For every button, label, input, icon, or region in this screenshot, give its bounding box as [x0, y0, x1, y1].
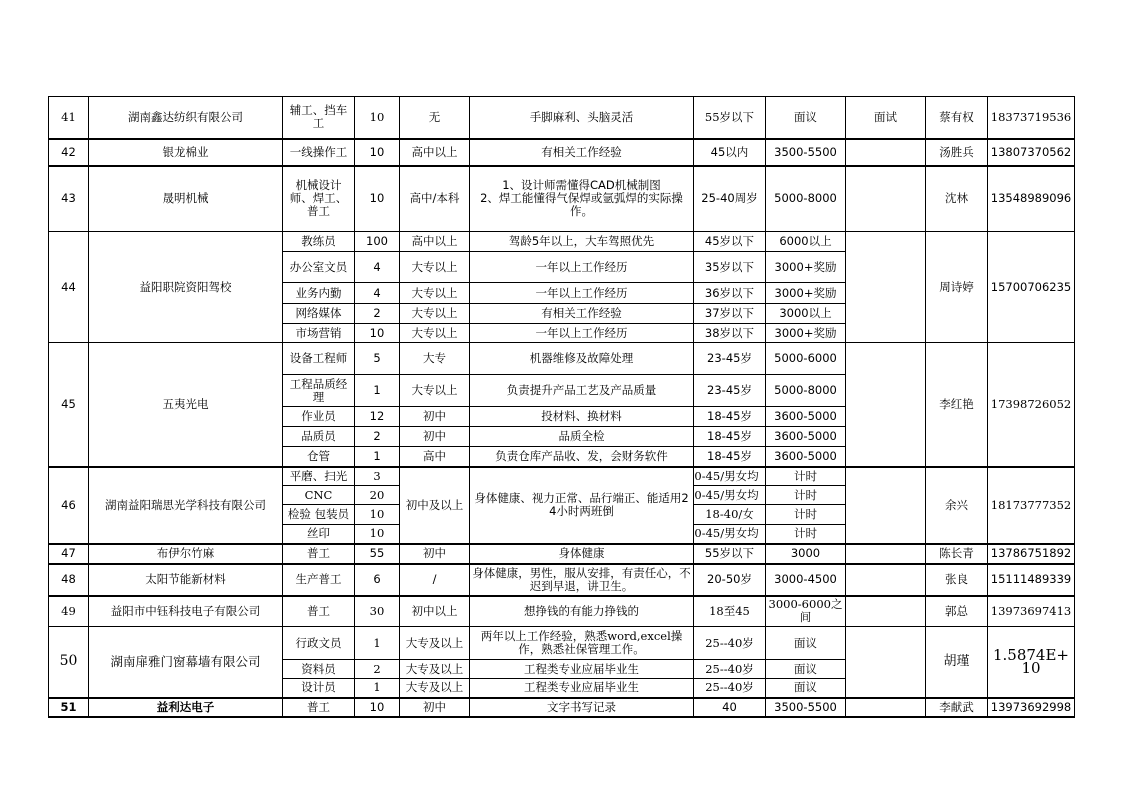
- company-name: 益阳市中钰科技电子有限公司: [89, 596, 283, 627]
- interview-method: [846, 627, 926, 698]
- job-salary: 6000以上: [766, 232, 846, 252]
- job-count: 10: [355, 525, 400, 544]
- job-salary: 面议: [766, 660, 846, 679]
- job-count: 10: [355, 505, 400, 525]
- row-number: 44: [49, 232, 89, 343]
- job-requirement: 想挣钱的有能力挣钱的: [470, 596, 694, 627]
- job-salary: 3000: [766, 544, 846, 564]
- table-row: [49, 627, 1075, 660]
- job-position: 设备工程师: [283, 343, 355, 375]
- job-age: 18至45: [694, 596, 766, 627]
- job-salary: 3600-5000: [766, 407, 846, 427]
- row-number: 46: [49, 467, 89, 544]
- job-requirement: 文字书写记录: [470, 698, 694, 717]
- job-age: 38岁以下: [694, 324, 766, 343]
- job-salary: 3000+奖励: [766, 324, 846, 343]
- table-row: [49, 544, 1075, 564]
- job-education: 高中以上: [400, 139, 470, 166]
- job-position: 资料员: [283, 660, 355, 679]
- company-name: 五夷光电: [89, 343, 283, 467]
- company-name: 晟明机械: [89, 166, 283, 232]
- job-requirement: 负责提升产品工艺及产品质量: [470, 375, 694, 407]
- job-requirement: 有相关工作经验: [470, 139, 694, 166]
- contact-person: 张良: [926, 564, 988, 596]
- job-age: 18-40/女: [694, 505, 766, 525]
- job-salary: 3000以上: [766, 304, 846, 324]
- job-position: 辅工、挡车工: [283, 97, 355, 139]
- contact-person: 周诗婷: [926, 232, 988, 343]
- row-number: 48: [49, 564, 89, 596]
- row-number: 51: [49, 698, 89, 717]
- job-education: 大专以上: [400, 324, 470, 343]
- contact-person: 李红艳: [926, 343, 988, 467]
- job-age: 0-45/男女均: [694, 486, 766, 505]
- interview-method: [846, 544, 926, 564]
- job-salary: 3000-4500: [766, 564, 846, 596]
- job-count: 2: [355, 304, 400, 324]
- job-education: 大专及以上: [400, 660, 470, 679]
- job-position: 检验 包装员: [283, 505, 355, 525]
- job-requirement: 投材料、换材料: [470, 407, 694, 427]
- job-count: 1: [355, 627, 400, 660]
- company-name: 太阳节能新材料: [89, 564, 283, 596]
- job-age: 55岁以下: [694, 97, 766, 139]
- job-age: 40: [694, 698, 766, 717]
- job-position: 机械设计师、焊工、普工: [283, 166, 355, 232]
- job-salary: 3000+奖励: [766, 283, 846, 304]
- job-education: 初中及以上: [400, 467, 470, 544]
- job-requirement: 一年以上工作经历: [470, 252, 694, 283]
- job-salary: 3600-5000: [766, 427, 846, 447]
- interview-method: [846, 139, 926, 166]
- contact-person: 李献武: [926, 698, 988, 717]
- table-row: [49, 97, 1075, 139]
- job-education: 大专以上: [400, 375, 470, 407]
- job-salary: 计时: [766, 505, 846, 525]
- job-age: 23-45岁: [694, 343, 766, 375]
- job-count: 5: [355, 343, 400, 375]
- row-number: 47: [49, 544, 89, 564]
- contact-phone: 15700706235: [988, 232, 1075, 343]
- job-position: 丝印: [283, 525, 355, 544]
- table-row: [49, 166, 1075, 232]
- job-count: 30: [355, 596, 400, 627]
- job-count: 10: [355, 139, 400, 166]
- job-position: CNC: [283, 486, 355, 505]
- contact-person: 郭总: [926, 596, 988, 627]
- job-education: 高中: [400, 447, 470, 467]
- interview-method: 面试: [846, 97, 926, 139]
- job-education: 初中: [400, 544, 470, 564]
- job-position: 设计员: [283, 679, 355, 698]
- job-position: 仓管: [283, 447, 355, 467]
- contact-phone: 13786751892: [988, 544, 1075, 564]
- contact-person: 胡瑾: [926, 627, 988, 698]
- job-education: 初中: [400, 407, 470, 427]
- job-education: 大专及以上: [400, 679, 470, 698]
- job-salary: 5000-8000: [766, 375, 846, 407]
- job-position: 普工: [283, 698, 355, 717]
- job-position: 平磨、扫光: [283, 467, 355, 486]
- contact-person: 余兴: [926, 467, 988, 544]
- table-row: [49, 139, 1075, 166]
- job-requirement: 工程类专业应届毕业生: [470, 660, 694, 679]
- contact-phone: 15111489339: [988, 564, 1075, 596]
- job-requirement: 手脚麻利、头脑灵活: [470, 97, 694, 139]
- contact-phone: 13973692998: [988, 698, 1075, 717]
- job-salary: 计时: [766, 525, 846, 544]
- job-requirement: 机器维修及故障处理: [470, 343, 694, 375]
- job-requirement: 有相关工作经验: [470, 304, 694, 324]
- job-count: 100: [355, 232, 400, 252]
- job-requirement: 身体健康: [470, 544, 694, 564]
- table-row: [49, 698, 1075, 717]
- job-education: 初中: [400, 698, 470, 717]
- job-salary: 面议: [766, 97, 846, 139]
- job-education: 大专以上: [400, 252, 470, 283]
- job-education: 无: [400, 97, 470, 139]
- job-age: 35岁以下: [694, 252, 766, 283]
- contact-phone: 1.5874E+10: [988, 627, 1075, 698]
- job-education: 大专: [400, 343, 470, 375]
- job-requirement: 身体健康、视力正常、品行端正、能适用24小时两班倒: [470, 467, 694, 544]
- contact-person: 蔡有权: [926, 97, 988, 139]
- job-position: 工程品质经理: [283, 375, 355, 407]
- contact-person: 沈林: [926, 166, 988, 232]
- job-position: 普工: [283, 596, 355, 627]
- contact-phone: 17398726052: [988, 343, 1075, 467]
- job-position: 普工: [283, 544, 355, 564]
- company-name: 银龙棉业: [89, 139, 283, 166]
- recruitment-table: [48, 96, 1075, 718]
- job-age: 25-40周岁: [694, 166, 766, 232]
- job-age: 45岁以下: [694, 232, 766, 252]
- job-salary: 3500-5500: [766, 698, 846, 717]
- job-salary: 计时: [766, 486, 846, 505]
- job-position: 品质员: [283, 427, 355, 447]
- job-salary: 面议: [766, 627, 846, 660]
- job-requirement: 身体健康，男性，服从安排，有责任心，不迟到早退，讲卫生。: [470, 564, 694, 596]
- job-salary: 面议: [766, 679, 846, 698]
- job-requirement: 负责仓库产品收、发，会财务软件: [470, 447, 694, 467]
- company-name: 湖南鑫达纺织有限公司: [89, 97, 283, 139]
- job-requirement: 驾龄5年以上，大车驾照优先: [470, 232, 694, 252]
- contact-person: 汤胜兵: [926, 139, 988, 166]
- row-number: 42: [49, 139, 89, 166]
- job-count: 4: [355, 252, 400, 283]
- job-salary: 3600-5000: [766, 447, 846, 467]
- company-name: 湖南益阳瑞思光学科技有限公司: [89, 467, 283, 544]
- interview-method: [846, 166, 926, 232]
- job-count: 1: [355, 375, 400, 407]
- job-education: 高中以上: [400, 232, 470, 252]
- job-position: 办公室文员: [283, 252, 355, 283]
- job-education: 大专以上: [400, 283, 470, 304]
- company-name: 湖南扉雅门窗幕墙有限公司: [89, 627, 283, 698]
- job-age: 25--40岁: [694, 679, 766, 698]
- job-age: 0-45/男女均: [694, 525, 766, 544]
- job-age: 25--40岁: [694, 627, 766, 660]
- job-age: 18-45岁: [694, 427, 766, 447]
- company-name: 益利达电子: [89, 698, 283, 717]
- table-row: [49, 467, 1075, 486]
- contact-phone: 13807370562: [988, 139, 1075, 166]
- job-age: 25--40岁: [694, 660, 766, 679]
- company-name: 布伊尔竹麻: [89, 544, 283, 564]
- job-count: 1: [355, 679, 400, 698]
- job-requirement: 品质全检: [470, 427, 694, 447]
- company-name: 益阳职院资阳驾校: [89, 232, 283, 343]
- job-position: 行政文员: [283, 627, 355, 660]
- job-salary: 3000+奖励: [766, 252, 846, 283]
- job-position: 一线操作工: [283, 139, 355, 166]
- job-requirement: 一年以上工作经历: [470, 324, 694, 343]
- job-position: 生产普工: [283, 564, 355, 596]
- job-count: 4: [355, 283, 400, 304]
- table-row: [49, 596, 1075, 627]
- job-count: 10: [355, 166, 400, 232]
- table-row: [49, 232, 1075, 252]
- contact-phone: 13548989096: [988, 166, 1075, 232]
- job-education: 大专以上: [400, 304, 470, 324]
- job-age: 23-45岁: [694, 375, 766, 407]
- job-position: 网络媒体: [283, 304, 355, 324]
- job-salary: 3500-5500: [766, 139, 846, 166]
- interview-method: [846, 232, 926, 343]
- interview-method: [846, 467, 926, 544]
- job-count: 10: [355, 97, 400, 139]
- contact-phone: 18373719536: [988, 97, 1075, 139]
- job-requirement: 1、设计师需懂得CAD机械制图 2、焊工能懂得气保焊或氩弧焊的实际操作。: [470, 166, 694, 232]
- contact-phone: 13973697413: [988, 596, 1075, 627]
- interview-method: [846, 596, 926, 627]
- job-age: 0-45/男女均: [694, 467, 766, 486]
- interview-method: [846, 698, 926, 717]
- row-number: 43: [49, 166, 89, 232]
- interview-method: [846, 343, 926, 467]
- job-position: 市场营销: [283, 324, 355, 343]
- job-education: 高中/本科: [400, 166, 470, 232]
- job-count: 20: [355, 486, 400, 505]
- table-row: [49, 343, 1075, 375]
- job-count: 1: [355, 447, 400, 467]
- job-count: 2: [355, 660, 400, 679]
- job-count: 55: [355, 544, 400, 564]
- row-number: 50: [49, 627, 89, 698]
- job-count: 3: [355, 467, 400, 486]
- job-position: 教练员: [283, 232, 355, 252]
- job-age: 36岁以下: [694, 283, 766, 304]
- job-count: 10: [355, 324, 400, 343]
- job-education: /: [400, 564, 470, 596]
- row-number: 49: [49, 596, 89, 627]
- table-row: [49, 564, 1075, 596]
- row-number: 41: [49, 97, 89, 139]
- contact-person: 陈长青: [926, 544, 988, 564]
- job-education: 初中: [400, 427, 470, 447]
- job-requirement: 一年以上工作经历: [470, 283, 694, 304]
- row-number: 45: [49, 343, 89, 467]
- interview-method: [846, 564, 926, 596]
- job-age: 20-50岁: [694, 564, 766, 596]
- job-position: 业务内勤: [283, 283, 355, 304]
- job-salary: 5000-6000: [766, 343, 846, 375]
- job-age: 55岁以下: [694, 544, 766, 564]
- job-age: 18-45岁: [694, 447, 766, 467]
- job-age: 18-45岁: [694, 407, 766, 427]
- contact-phone: 18173777352: [988, 467, 1075, 544]
- job-education: 大专及以上: [400, 627, 470, 660]
- job-count: 10: [355, 698, 400, 717]
- job-age: 37岁以下: [694, 304, 766, 324]
- job-salary: 3000-6000之间: [766, 596, 846, 627]
- job-count: 6: [355, 564, 400, 596]
- job-position: 作业员: [283, 407, 355, 427]
- job-count: 2: [355, 427, 400, 447]
- job-count: 12: [355, 407, 400, 427]
- job-salary: 5000-8000: [766, 166, 846, 232]
- job-salary: 计时: [766, 467, 846, 486]
- job-age: 45以内: [694, 139, 766, 166]
- job-education: 初中以上: [400, 596, 470, 627]
- job-requirement: 两年以上工作经验，熟悉word,excel操作，熟悉社保管理工作。: [470, 627, 694, 660]
- job-requirement: 工程类专业应届毕业生: [470, 679, 694, 698]
